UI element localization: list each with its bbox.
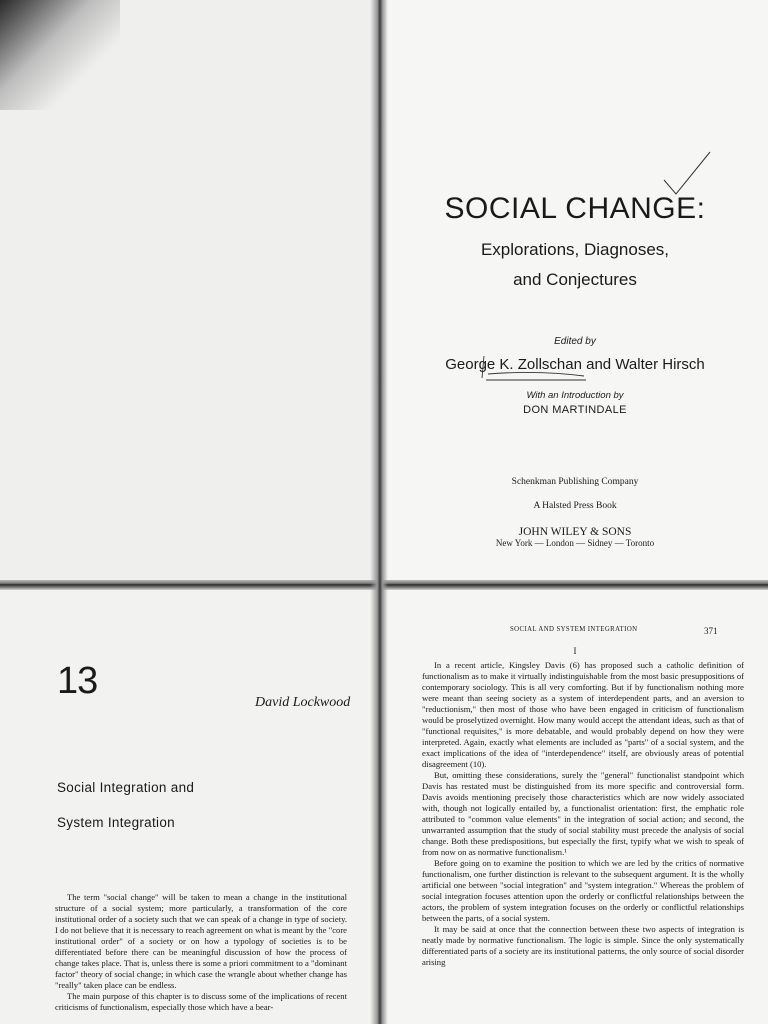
chapter-author: David Lockwood xyxy=(255,695,351,710)
body-paragraph: It may be said at once that the connection between these two aspects of integration is neatly made by normative functionalism. The logic is simple. Since the only systematically differentiated parts of a society are its institutional patterns, the only source of social disorder arising xyxy=(422,924,744,967)
body-paragraph: Before going on to examine the position to which we are led by the critics of normative functionalism, one further distinction is relevant to the subsequent argument. It is the wholly artificial one between "social integration" and "system integration." Whereas the problem of social integration focuses attention upon the orderly or conflictful relationships between the actors, the problem of system integration focuses on the orderly or conflictful relationships between the parts, of a social system. xyxy=(422,858,744,923)
running-head: SOCIAL AND SYSTEM INTEGRATION xyxy=(510,626,638,633)
body-paragraph: But, omitting these considerations, surely the "general" functionalist standpoint which Davis has restated must be distinguished from its more specific and controversial form. Davis avoids mentioning precisely those characteristics which are now widely associated with, though not logically entailed by, a functionalist orientation: first, the emphatic role attributed to "common value elements" in the integration of social action; and second, the unwarranted assumption that the study of social stability must precede the analysis of social change. Both these predispositions, but especially the first, typify what we wish to speak of from now on as normative functionalism.¹ xyxy=(422,770,744,857)
book-title: SOCIAL CHANGE: xyxy=(444,192,706,225)
distributor: JOHN WILEY & SONS xyxy=(518,526,632,538)
edited-by-label: Edited by xyxy=(554,336,596,347)
blank-verso-page xyxy=(0,0,382,580)
subtitle-line-2: and Conjectures xyxy=(513,270,637,289)
body-paragraph: The term "social change" will be taken to mean a change in the institutional structure of a social system; more particularly, a transformation of the core institutional order of a society such that we can speak of a change in type of society. I do not believe that it is necessary to reach agreement on what is meant by the "core institutional order" of a society or on how a typology of societies is to be differentiated before there can be meaningful discussion of how the process of change takes place. That is, unless there is some a priori commitment to a "dominant factor" theory of social change; in which case the wrangle about whether change has "really" taken place can be endless. xyxy=(55,892,347,990)
book-spine xyxy=(370,0,388,1024)
page-number: 371 xyxy=(704,626,718,636)
body-paragraph: In a recent article, Kingsley Davis (6) has proposed such a catholic definition of functionalism as to make it virtually indistinguishable from the most basic presuppositions of contemporary sociology. This is all very comforting. But if by functionalism nothing more were meant than seeing society as a system of interdependent parts, and an aversion to "reductionism," then most of those who have been engaged in criticism of functionalism would be proselytized overnight. How many would accept the attendant ideas, such as that of "functional requisites," is more debatable, and would probably depend on how they were interpreted. Again, exactly what elements are included as "parts" of a social system, and the exact implications of the idea of "interdependence" itself, are obviously areas of potential disagreement (10). xyxy=(422,660,744,769)
imprint: A Halsted Press Book xyxy=(533,501,617,511)
chapter-number: 13 xyxy=(57,660,98,702)
page-body xyxy=(422,660,744,968)
introduction-by-label: With an Introduction by xyxy=(526,390,624,401)
scan-shadow xyxy=(0,0,120,110)
body-paragraph: The main purpose of this chapter is to discuss some of the implications of recent criticisms of functionalism, especially those which have a bear- xyxy=(55,991,347,1012)
subtitle-line-1: Explorations, Diagnoses, xyxy=(480,240,670,259)
chapter-opening-page xyxy=(0,590,382,1024)
section-number: I xyxy=(573,646,577,656)
chapter-body xyxy=(55,892,347,1013)
publisher-cities: New York — London — Sidney — Toronto xyxy=(495,538,655,548)
pen-underline xyxy=(478,352,588,388)
introduction-author: DON MARTINDALE xyxy=(523,404,627,416)
pen-checkmark xyxy=(664,150,714,200)
chapter-title-line-2: System Integration xyxy=(57,815,175,830)
chapter-title-line-1: Social Integration and xyxy=(57,780,195,795)
text-page-371 xyxy=(382,590,768,1024)
editors: George K. Zollschan and Walter Hirsch xyxy=(445,356,705,373)
title-page xyxy=(382,0,768,580)
publisher: Schenkman Publishing Company xyxy=(511,477,639,487)
